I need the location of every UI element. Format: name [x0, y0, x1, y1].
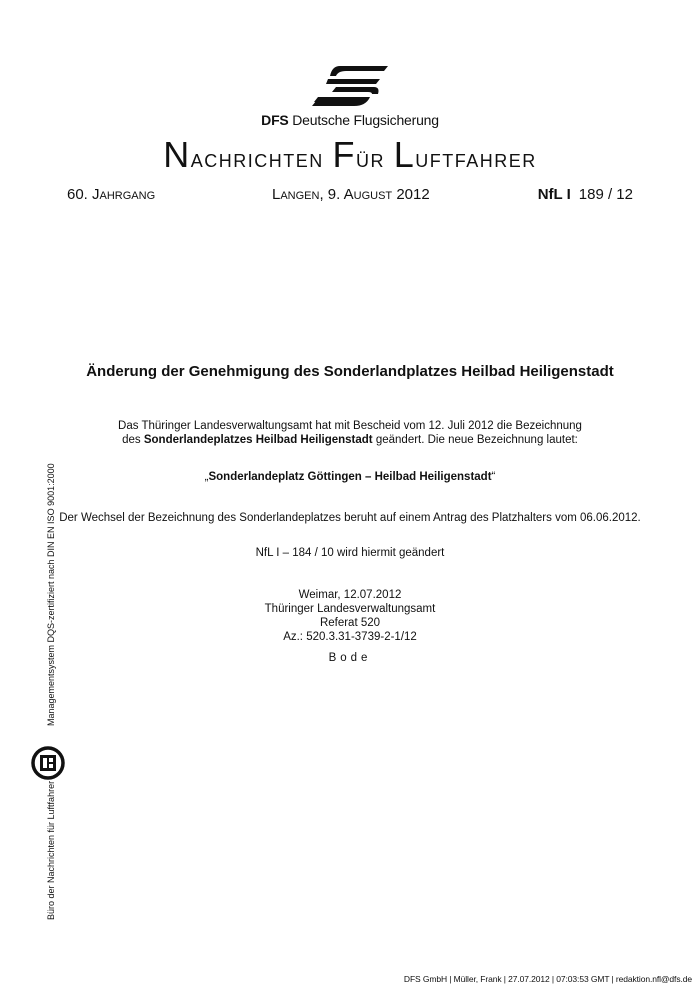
signature-block: [0, 588, 700, 665]
paragraph-1-line-2-post: geändert. Die neue Bezeichnung lautet:: [372, 434, 578, 446]
dqs-seal-icon: [31, 745, 65, 781]
masthead-word-1: N: [163, 134, 191, 175]
place-date-label: Langen, 9. August 2012: [272, 186, 430, 203]
signature-place-date: Weimar, 12.07.2012: [298, 589, 402, 601]
masthead-word-2: F: [332, 134, 356, 175]
issue-info-line: [67, 186, 633, 206]
paragraph-1-line-1: Das Thüringer Landesverwaltungsamt hat mit Bescheid vom 12. Juli 2012 die Bezeichnung: [118, 420, 582, 432]
left-sidebar: [46, 463, 62, 920]
new-name-bold: Sonderlandeplatz Göttingen – Heilbad Heiligenstadt: [208, 471, 492, 483]
logo-wordmark: [0, 112, 700, 128]
issue-number: [538, 186, 633, 203]
logo-name: Deutsche Flugsicherung: [292, 112, 439, 128]
signature-unit: Referat 520: [319, 617, 381, 629]
notice-paragraph-1: [0, 419, 700, 447]
certification-text: Managementsystem DQS-zertifiziert nach DIN EN ISO 9001:2000: [46, 463, 56, 726]
signature-reference: Az.: 520.3.31-3739-2-1/12: [283, 631, 417, 643]
notice-title: Änderung der Genehmigung des Sonderlandplatzes Heilbad Heiligenstadt: [86, 363, 614, 380]
masthead-rest-2: ür: [355, 143, 385, 173]
new-name-line: [0, 470, 700, 484]
quote-open: „: [204, 471, 209, 483]
paragraph-1-line-2-pre: des: [122, 434, 144, 446]
masthead-word-3: L: [393, 134, 416, 175]
signature-authority: Thüringer Landesverwaltungsamt: [264, 603, 436, 615]
signature-name: Bode: [328, 652, 372, 664]
notice-paragraph-3: Der Wechsel der Bezeichnung des Sonderlandeplatzes beruht auf einem Antrag des Platzhalters vom 06.06.2012.: [59, 512, 641, 524]
quote-close: “: [491, 471, 496, 483]
volume-label: 60. Jahrgang: [67, 186, 156, 203]
old-name-bold: Sonderlandeplatzes Heilbad Heiligenstadt: [143, 434, 373, 446]
footer-meta: DFS GmbH | Müller, Frank | 27.07.2012 | 07:03:53 GMT | redaktion.nfl@dfs.de: [403, 974, 692, 984]
logo-abbr: DFS: [261, 112, 289, 128]
masthead-title: [0, 134, 700, 176]
masthead-rest-3: uftfahrer: [415, 143, 537, 173]
masthead-rest-1: achrichten: [190, 143, 324, 173]
series-label: NfL I: [537, 186, 571, 203]
office-text: Büro der Nachrichten für Luftfahrer: [46, 780, 56, 920]
number-label: 189 / 12: [578, 186, 633, 203]
dfs-logo-icon: [310, 64, 390, 108]
amendment-note: NfL I – 184 / 10 wird hiermit geändert: [255, 547, 445, 559]
